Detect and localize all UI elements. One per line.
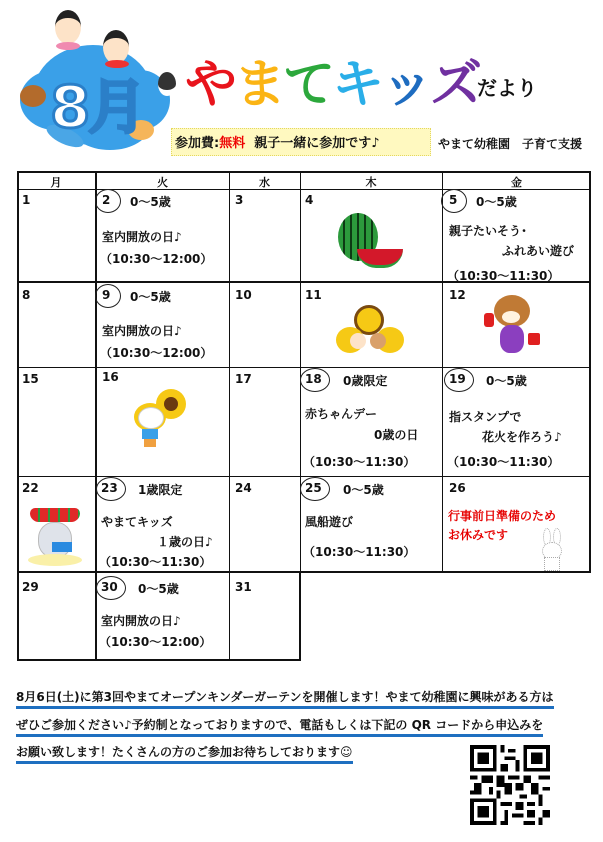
notice-line: ぜひご参加ください♪予約制となっておりますので、電話もしくは下記の QR コードから申込みを xyxy=(16,716,543,737)
day-8: 8 xyxy=(22,288,31,302)
bear-with-sunflower-icon xyxy=(134,389,190,447)
fee-note: 親子一緒に参加です♪ xyxy=(254,136,380,151)
event-title: １歳の日♪ xyxy=(157,535,213,549)
day-3: 3 xyxy=(235,193,244,207)
weekday-thu: 木 xyxy=(365,176,377,189)
day-11: 11 xyxy=(305,288,322,302)
fee-value: 無料 xyxy=(219,136,246,151)
day-5: 5 xyxy=(449,193,458,207)
title-char: ッ xyxy=(381,55,431,115)
grid-line xyxy=(442,171,443,573)
newsletter-title xyxy=(185,42,479,117)
day-9: 9 xyxy=(102,288,111,302)
day-22: 22 xyxy=(22,481,39,495)
notice-line: 8月6日(土)に第3回やまてオープンキンダーガーテンを開催します！やまて幼稚園に興味がある方は xyxy=(16,688,554,709)
event-title: 室内開放の日♪ xyxy=(101,614,181,628)
title-char: ズ xyxy=(430,55,480,115)
fee-label: 参加費: xyxy=(175,136,220,151)
event-age: 0～5歳 xyxy=(486,374,527,388)
event-time: （10:30～11:30） xyxy=(303,545,416,559)
grid-line xyxy=(17,476,591,477)
fee-text xyxy=(175,132,380,151)
day-1: 1 xyxy=(22,193,31,207)
event-age: 0～5歳 xyxy=(343,483,384,497)
day-24: 24 xyxy=(235,481,252,495)
day-25: 25 xyxy=(305,481,322,495)
weekday-wed: 水 xyxy=(259,176,270,189)
event-title: 親子たいそう･ xyxy=(449,224,528,238)
qr-code[interactable] xyxy=(470,744,550,826)
weekday-tue: 火 xyxy=(157,176,168,189)
raccoon-icon xyxy=(20,85,46,107)
organization-name: やまて幼稚園 子育て支援 xyxy=(438,137,583,151)
day-2: 2 xyxy=(102,193,111,207)
event-age: 1歳限定 xyxy=(138,483,183,497)
title-char: て xyxy=(283,55,333,115)
event-age: 0～5歳 xyxy=(138,582,179,596)
penguin-icon xyxy=(158,72,176,96)
title-char: ま xyxy=(234,55,284,115)
child-icon xyxy=(55,10,81,44)
day-17: 17 xyxy=(235,372,252,386)
event-time: （10:30～12:00） xyxy=(100,346,213,360)
grid-line xyxy=(17,367,591,368)
notice-line: お願い致します！たくさんの方のご参加お待ちしております☺ xyxy=(16,743,353,764)
event-title: 赤ちゃんデー xyxy=(305,407,378,421)
bear-with-bucket-icon xyxy=(488,295,538,361)
title-suffix: だより xyxy=(477,76,537,100)
closure-notice: 行事前日準備のため xyxy=(448,509,557,523)
day-31: 31 xyxy=(235,580,252,594)
day-18: 18 xyxy=(305,372,322,386)
sunflower-kids-icon xyxy=(336,305,408,355)
event-title: 花火を作ろう♪ xyxy=(482,430,562,444)
title-char: や xyxy=(185,55,235,115)
day-15: 15 xyxy=(22,372,39,386)
event-time: （10:30～11:30） xyxy=(447,455,560,469)
elephant-watermelon-icon xyxy=(30,508,80,570)
weekday-mon: 月 xyxy=(50,176,62,189)
event-age: 0歳限定 xyxy=(343,374,388,388)
event-time: （10:30～12:00） xyxy=(99,635,212,649)
day-19: 19 xyxy=(449,372,466,386)
month-badge: 8月 xyxy=(50,73,145,141)
weekday-fri: 金 xyxy=(511,176,522,189)
event-age: 0～5歳 xyxy=(476,195,517,209)
rabbit-icon xyxy=(540,528,564,570)
event-title: 0歳の日 xyxy=(374,428,419,442)
grid-line xyxy=(229,171,230,661)
day-29: 29 xyxy=(22,580,39,594)
event-age: 0～5歳 xyxy=(130,195,171,209)
event-title: 風船遊び xyxy=(305,515,354,529)
day-10: 10 xyxy=(235,288,252,302)
event-age: 0～5歳 xyxy=(130,290,171,304)
child-icon xyxy=(103,30,129,64)
day-16: 16 xyxy=(102,370,119,384)
event-title: ふれあい遊び xyxy=(502,244,575,258)
event-time: （10:30～11:30） xyxy=(99,555,212,569)
day-12: 12 xyxy=(449,288,466,302)
event-time: （10:30～11:30） xyxy=(303,455,416,469)
day-23: 23 xyxy=(101,481,118,495)
event-title: 室内開放の日♪ xyxy=(102,324,182,338)
event-time: （10:30～12:00） xyxy=(100,252,213,266)
day-30: 30 xyxy=(101,580,118,594)
event-title: やまてキッズ xyxy=(101,515,173,529)
day-4: 4 xyxy=(305,193,314,207)
day-26: 26 xyxy=(449,481,466,495)
event-title: 指スタンプで xyxy=(449,410,522,424)
event-time: （10:30～11:30） xyxy=(447,269,560,283)
title-char: キ xyxy=(332,55,382,115)
header-illustration xyxy=(0,0,185,165)
closure-notice: お休みです xyxy=(448,528,509,542)
grid-line xyxy=(300,171,301,573)
event-title: 室内開放の日♪ xyxy=(102,230,182,244)
